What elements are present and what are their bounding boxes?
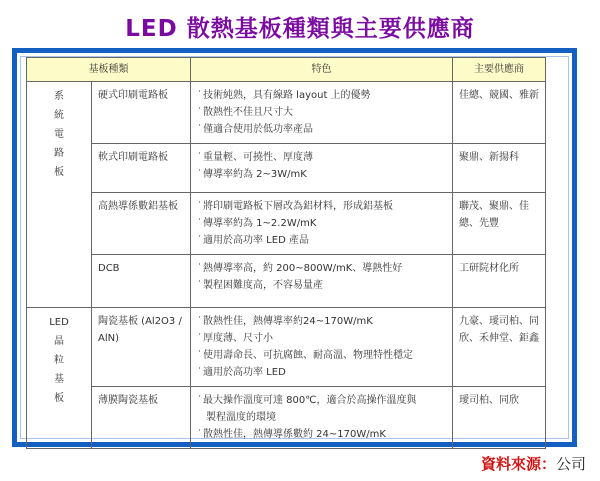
- feature-item: ˙ 散熱性佳，熱傳導係數約 24~170W/mK: [197, 426, 446, 443]
- type-cell: 薄膜陶瓷基板: [92, 387, 191, 449]
- features-cell: [191, 82, 453, 144]
- type-cell: 陶瓷基板 (Al2O3 / AlN): [92, 308, 191, 387]
- page-title: LED 散熱基板種類與主要供應商: [125, 16, 475, 42]
- features-cell: [191, 193, 453, 255]
- feature-item: ˙ 製程困難度高，不容易量產: [197, 277, 446, 294]
- category-char: LED: [49, 317, 69, 328]
- features-cell: [191, 308, 453, 387]
- header-features: 特色: [191, 58, 453, 82]
- substrate-table: [26, 57, 546, 449]
- features-cell: [191, 144, 453, 193]
- feature-item: ˙ 最大操作溫度可達 800℃，適合於高操作溫度與: [197, 392, 446, 409]
- suppliers-cell: 璦司柏、同欣: [453, 387, 546, 449]
- source-note: [481, 453, 586, 474]
- feature-item: ˙ 僅適合使用於低功率產品: [197, 121, 446, 138]
- feature-item: ˙ 散熱性不佳且尺寸大: [197, 104, 446, 121]
- feature-item: ˙ 適用於高功率 LED: [197, 364, 446, 381]
- feature-item: ˙ 適用於高功率 LED 產品: [197, 232, 446, 249]
- category-char: 粒: [54, 355, 64, 366]
- feature-item: ˙ 傳導率約為 2~3W/mK: [197, 166, 446, 183]
- category-system-board: [27, 82, 92, 308]
- feature-item: ˙ 將印刷電路板下層改為鋁材料，形成鋁基板: [197, 198, 446, 215]
- category-char: 基: [54, 374, 64, 385]
- features-cell: [191, 387, 453, 449]
- feature-item: ˙ 厚度薄、尺寸小: [197, 330, 446, 347]
- table-row: [27, 144, 546, 193]
- source-value: 公司: [555, 455, 586, 473]
- suppliers-cell: 佳總、競國、雅新: [453, 82, 546, 144]
- feature-item: ˙ 熱傳導率高，約 200~800W/mK、導熱性好: [197, 260, 446, 277]
- suppliers-cell: 工研院材化所: [453, 255, 546, 308]
- table-header: [27, 58, 546, 82]
- table-row: [27, 387, 546, 449]
- feature-item: ˙ 使用壽命長、可抗腐蝕、耐高溫、物理特性穩定: [197, 347, 446, 364]
- features-cell: [191, 255, 453, 308]
- source-label: 資料來源：: [480, 455, 556, 473]
- feature-item: ˙ 散熱性佳，熱傳導率約24~170W/mK: [197, 313, 446, 330]
- suppliers-cell: 聯茂、聚鼎、佳總、先豐: [453, 193, 546, 255]
- type-cell: DCB: [92, 255, 191, 308]
- suppliers-cell: 聚鼎、新揚科: [453, 144, 546, 193]
- category-char: 板: [54, 393, 64, 404]
- table-row: [27, 308, 546, 387]
- category-char: 電: [54, 129, 64, 140]
- feature-item: ˙ 傳導率約為 1~2.2W/mK: [197, 215, 446, 232]
- feature-item: ˙ 技術純熟，具有線路 layout 上的優勢: [197, 87, 446, 104]
- type-cell: 軟式印刷電路板: [92, 144, 191, 193]
- category-led-die-board: [27, 308, 92, 449]
- type-cell: 硬式印刷電路板: [92, 82, 191, 144]
- type-cell: 高熱導係數鋁基板: [92, 193, 191, 255]
- category-char: 統: [54, 110, 64, 121]
- table-row: [27, 193, 546, 255]
- feature-item: ˙ 重量輕、可撓性、厚度薄: [197, 149, 446, 166]
- category-char: 路: [54, 148, 64, 159]
- category-char: 晶: [54, 336, 64, 347]
- suppliers-cell: 九豪、璦司柏、同欣、禾伸堂、鉅鑫: [453, 308, 546, 387]
- feature-item: 製程溫度的環境: [206, 412, 276, 423]
- header-type: 基板種類: [27, 58, 191, 82]
- header-suppliers: 主要供應商: [453, 58, 546, 82]
- category-char: 板: [54, 167, 64, 178]
- table-row: [27, 255, 546, 308]
- category-char: 系: [54, 91, 64, 102]
- table-row: [27, 82, 546, 144]
